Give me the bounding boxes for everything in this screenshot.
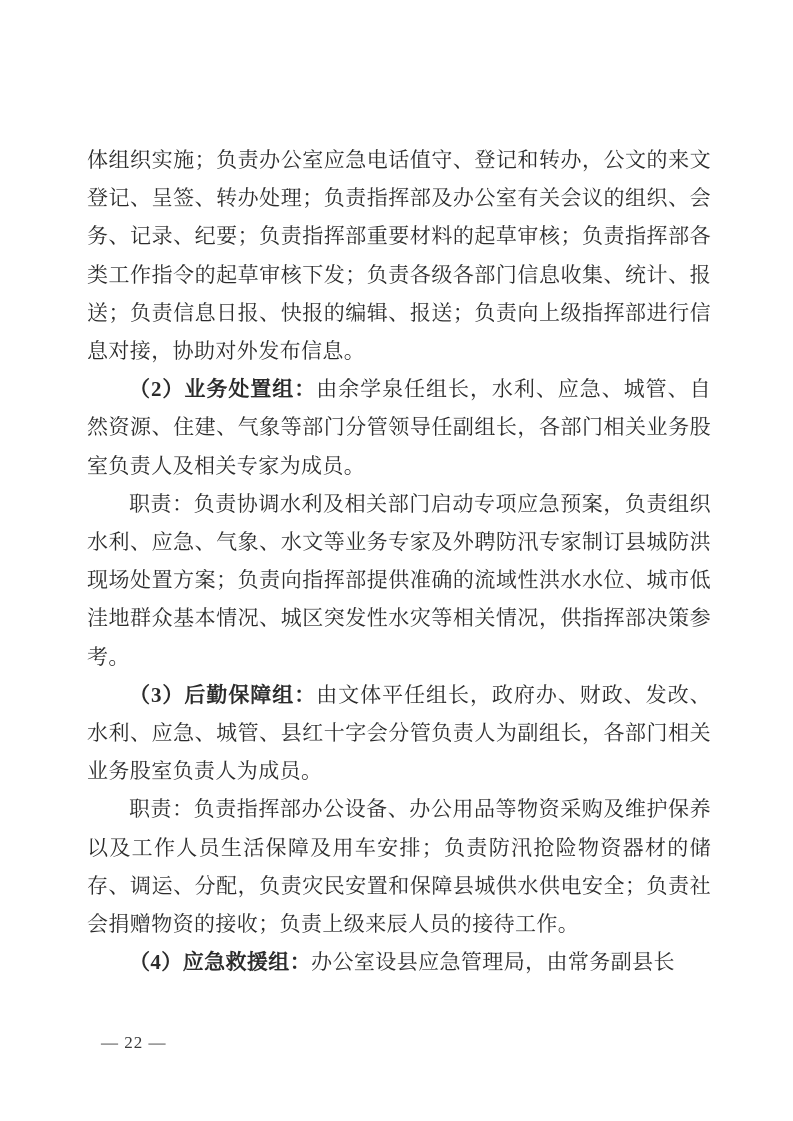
page-number: — 22 — xyxy=(101,1033,167,1052)
paragraph-duties-section-3 xyxy=(87,790,711,943)
paragraph-section-3 xyxy=(87,676,711,791)
section-heading-logistics-support-group: （3）后勤保障组： xyxy=(129,682,317,707)
paragraph-text: 职责：负责指挥部办公设备、办公用品等物资采购及维护保养以及工作人员生活保障及用车安排；负责防汛抢险物资器材的储存、调运、分配，负责灾民安置和保障县城供水供电安全；负责社会捐赠物资的接收；负责上级来辰人员的接待工作。 xyxy=(87,797,711,937)
paragraph-text: 由文体平任组长，政府办、财政、发改、水利、应急、城管、县红十字会分管负责人为副组长，各部门相关业务股室负责人为成员。 xyxy=(87,682,711,784)
paragraph-text: 职责：负责协调水利及相关部门启动专项应急预案，负责组织水利、应急、气象、水文等业务专家及外聘防汛专家制订县城防洪现场处置方案；负责向指挥部提供准确的流域性洪水水位、城市低洼地群众基本情况、城区突发性水灾等相关情况，供指挥部决策参考。 xyxy=(87,491,711,669)
paragraph-section-2 xyxy=(87,370,711,485)
paragraph-continuation xyxy=(87,141,711,370)
section-heading-emergency-rescue-group: （4）应急救援组： xyxy=(129,950,312,975)
section-heading-business-handling-group: （2）业务处置组： xyxy=(129,377,317,402)
document-body xyxy=(87,141,711,981)
paragraph-duties-section-2 xyxy=(87,485,711,676)
paragraph-text: 由余学泉任组长，水利、应急、城管、自然资源、住建、气象等部门分管领导任副组长，各部门相关业务股室负责人及相关专家为成员。 xyxy=(87,377,711,478)
paragraph-section-4 xyxy=(87,943,711,981)
paragraph-text: 办公室设县应急管理局，由常务副县长 xyxy=(311,950,675,975)
paragraph-text: 体组织实施；负责办公室应急电话值守、登记和转办，公文的来文登记、呈签、转办处理；负责指挥部及办公室有关会议的组织、会务、记录、纪要；负责指挥部重要材料的起草审核；负责指挥部各类工作指令的起草审核下发；负责各级各部门信息收集、统计、报送；负责信息日报、快报的编辑、报送；负责向上级指挥部进行信息对接，协助对外发布信息。 xyxy=(87,148,711,364)
